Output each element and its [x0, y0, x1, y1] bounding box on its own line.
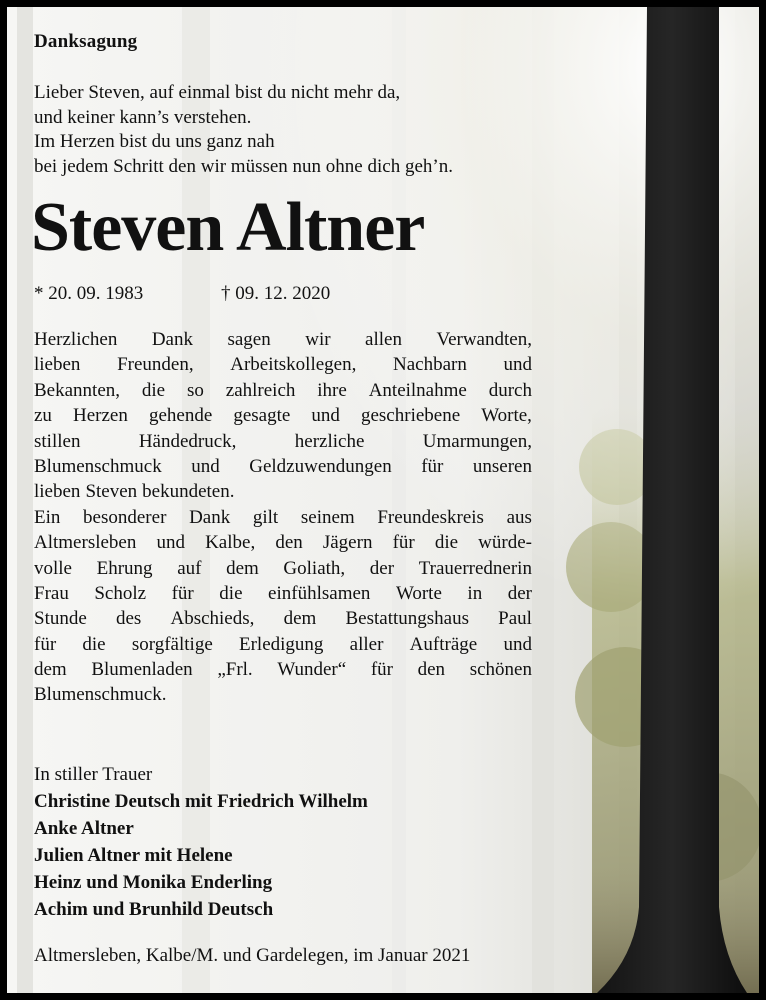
body-line: dem Blumenladen „Frl. Wunder“ für den schönen	[34, 659, 532, 681]
body-line: stillen Händedruck, herzliche Umarmungen,	[34, 430, 532, 452]
body-line: lieben Freunden, Arbeitskollegen, Nachbarn und	[34, 354, 532, 376]
body-line: Stunde des Abschieds, dem Bestattungshaus Paul	[34, 608, 532, 630]
body-line: Frau Scholz für die einfühlsamen Worte in der	[34, 582, 532, 604]
death-date: † 09. 12. 2020	[221, 283, 331, 304]
body-line: für die sorgfältige Erledigung aller Aufträge und	[34, 633, 532, 655]
body-line: Bekannten, die so zahlreich ihre Anteilnahme durch	[34, 379, 532, 401]
mourner-name: Julien Altner mit Helene	[34, 845, 233, 866]
thanks-body-text	[34, 327, 532, 708]
body-line: Altmersleben und Kalbe, den Jägern für die würde-	[34, 532, 532, 554]
mourners-block	[34, 761, 368, 923]
body-line: zu Herzen gehende gesagte und geschriebene Worte,	[34, 405, 532, 427]
body-line: lieben Steven bekundeten.	[34, 481, 235, 503]
body-line: Blumenschmuck und Geldzuwendungen für unseren	[34, 455, 532, 477]
body-line: Herzlichen Dank sagen wir allen Verwandten,	[34, 329, 532, 350]
place-and-date: Altmersleben, Kalbe/M. und Gardelegen, im Januar 2021	[34, 945, 471, 966]
mourner-name: Heinz und Monika Enderling	[34, 872, 273, 893]
heading-thanks: Danksagung	[34, 31, 138, 52]
obituary-card	[7, 7, 759, 993]
birth-date: * 20. 09. 1983	[34, 283, 144, 304]
body-line: volle Ehrung auf dem Goliath, der Trauerrednerin	[34, 557, 532, 579]
mourner-name: Christine Deutsch mit Friedrich Wilhelm	[34, 791, 368, 812]
mourning-intro: In stiller Trauer	[34, 764, 153, 785]
memorial-verse	[34, 81, 453, 179]
verse-line: Lieber Steven, auf einmal bist du nicht mehr da,	[34, 82, 401, 103]
mourner-name: Achim und Brunhild Deutsch	[34, 899, 274, 920]
body-line: Blumenschmuck.	[34, 684, 167, 706]
body-line: Ein besonderer Dank gilt seinem Freundeskreis aus	[34, 506, 532, 528]
deceased-name: Steven Altner	[31, 189, 425, 266]
verse-line: Im Herzen bist du uns ganz nah	[34, 131, 275, 152]
verse-line: und keiner kann’s verstehen.	[34, 106, 252, 128]
verse-line: bei jedem Schritt den wir müssen nun ohne dich geh’n.	[34, 155, 453, 177]
mourner-name: Anke Altner	[34, 818, 134, 839]
